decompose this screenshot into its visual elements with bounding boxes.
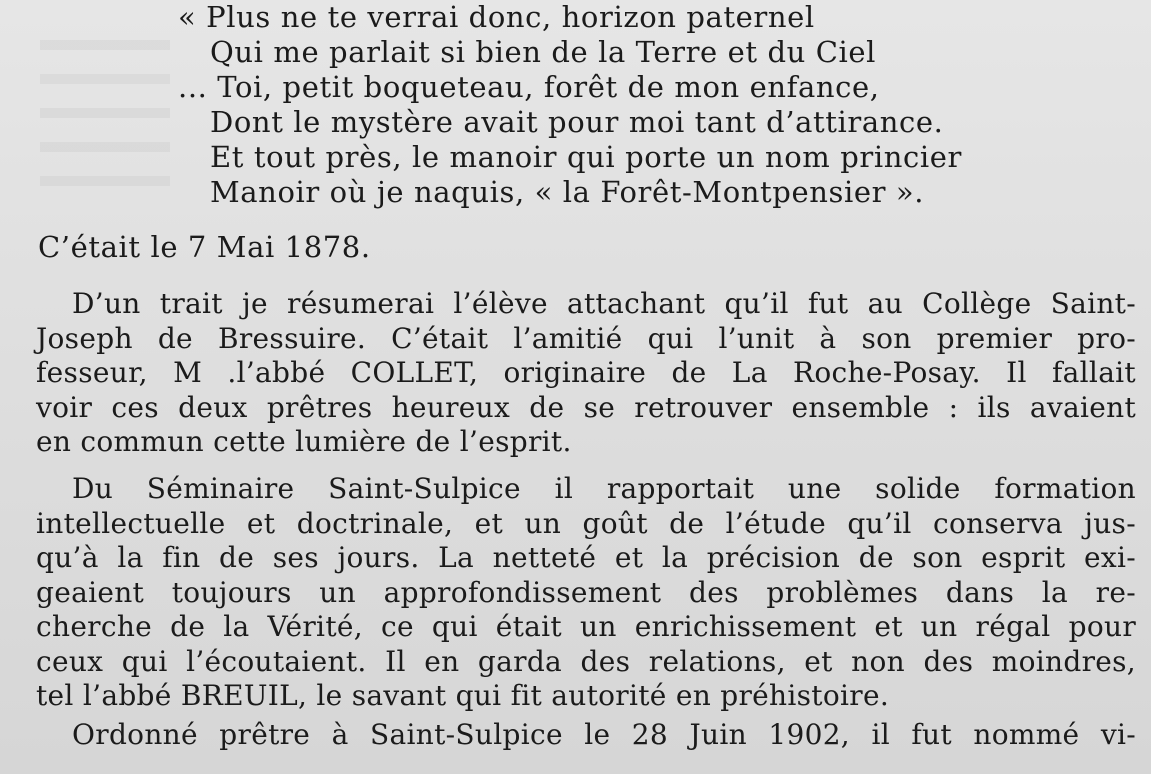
paragraph-ordination: [36, 718, 1136, 753]
paragraph-line: Ordonné prêtre à Saint-Sulpice le 28 Juin 1902, il fut nommé vi-: [72, 718, 1136, 751]
poem-line: Et tout près, le manoir qui porte un nom princier: [210, 140, 962, 174]
paragraph-seminaire: [36, 472, 1136, 714]
bleed-through-shadow: [40, 40, 170, 190]
poem-line: Manoir où je naquis, « la Forêt-Montpensier ».: [210, 175, 925, 209]
paragraph-line: voir ces deux prêtres heureux de se retrouver ensemble : ils avaient: [36, 390, 1136, 424]
poem-line: ... Toi, petit boqueteau, forêt de mon enfance,: [178, 70, 880, 104]
paragraph-line: en commun cette lumière de l’esprit.: [36, 425, 572, 458]
poem-stanza: [178, 0, 1078, 210]
paragraph-line: geaient toujours un approfondissement des problèmes dans la re-: [36, 575, 1136, 609]
paragraph-line: Du Séminaire Saint-Sulpice il rapportait une solide formation: [72, 472, 1136, 505]
paragraph-line: ceux qui l’écoutaient. Il en garda des relations, et non des moindres,: [36, 644, 1136, 678]
paragraph-line: intellectuelle et doctrinale, et un goût de l’étude qu’il conserva jus-: [36, 506, 1136, 540]
birth-date-line: C’était le 7 Mai 1878.: [38, 230, 371, 264]
paragraph-line: cherche de la Vérité, ce qui était un enrichissement et un régal pour: [36, 610, 1136, 643]
paragraph-line: qu’à la fin de ses jours. La netteté et la précision de son esprit exi-: [36, 541, 1136, 574]
paragraph-line: Joseph de Bressuire. C’était l’amitié qui l’unit à son premier pro-: [36, 321, 1136, 355]
poem-line: « Plus ne te verrai donc, horizon paternel: [178, 0, 815, 34]
paragraph-line: fesseur, M .l’abbé COLLET, originaire de La Roche-Posay. Il fallait: [36, 356, 1136, 389]
poem-line: Qui me parlait si bien de la Terre et du Ciel: [210, 35, 877, 69]
paragraph-line: tel l’abbé BREUIL, le savant qui fit autorité en préhistoire.: [36, 679, 890, 712]
paragraph-line: D’un trait je résumerai l’élève attachant qu’il fut au Collège Saint-: [72, 287, 1136, 320]
paragraph-college: [36, 287, 1136, 460]
poem-line: Dont le mystère avait pour moi tant d’attirance.: [210, 105, 944, 139]
